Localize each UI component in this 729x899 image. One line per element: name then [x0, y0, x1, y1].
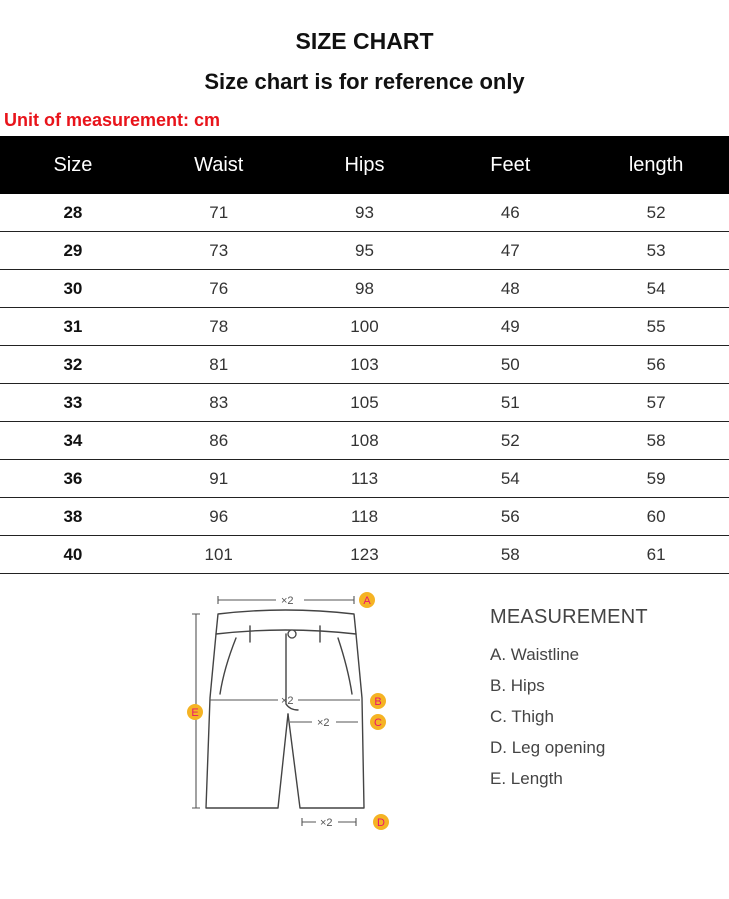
table-row [0, 422, 729, 460]
cell-feet: 47 [437, 232, 583, 270]
cell-length: 54 [583, 270, 729, 308]
table-row [0, 346, 729, 384]
marker-d [373, 814, 389, 830]
column-header-length: length [583, 136, 729, 194]
cell-hips: 118 [292, 498, 438, 536]
marker-e [187, 704, 203, 720]
cell-hips: 103 [292, 346, 438, 384]
cell-size: 40 [0, 536, 146, 574]
cell-waist: 73 [146, 232, 292, 270]
table-row [0, 460, 729, 498]
cell-feet: 50 [437, 346, 583, 384]
table-row [0, 384, 729, 422]
cell-length: 53 [583, 232, 729, 270]
table-row [0, 536, 729, 574]
cell-length: 60 [583, 498, 729, 536]
cell-feet: 49 [437, 308, 583, 346]
marker-d-label: D [377, 817, 385, 829]
marker-a [359, 592, 375, 608]
cell-size: 30 [0, 270, 146, 308]
marker-b [370, 693, 386, 709]
cell-feet: 52 [437, 422, 583, 460]
cell-feet: 54 [437, 460, 583, 498]
table-row [0, 270, 729, 308]
cell-feet: 56 [437, 498, 583, 536]
cell-hips: 98 [292, 270, 438, 308]
cell-size: 31 [0, 308, 146, 346]
cell-hips: 100 [292, 308, 438, 346]
cell-size: 33 [0, 384, 146, 422]
cell-size: 38 [0, 498, 146, 536]
button-icon [288, 630, 296, 638]
cell-waist: 78 [146, 308, 292, 346]
column-header-size: Size [0, 136, 146, 194]
cell-length: 58 [583, 422, 729, 460]
cell-size: 29 [0, 232, 146, 270]
cell-length: 55 [583, 308, 729, 346]
legend-item-length: E. Length [490, 769, 563, 788]
unit-note: Unit of measurement: cm [4, 110, 221, 130]
cell-waist: 83 [146, 384, 292, 422]
chart-title: SIZE CHART [295, 28, 434, 54]
legend-item-leg-opening: D. Leg opening [490, 738, 606, 757]
legend-title: MEASUREMENT [490, 606, 648, 628]
cell-size: 34 [0, 422, 146, 460]
cell-waist: 101 [146, 536, 292, 574]
cell-hips: 108 [292, 422, 438, 460]
legend-item-thigh: C. Thigh [490, 707, 554, 726]
cell-length: 57 [583, 384, 729, 422]
cell-hips: 113 [292, 460, 438, 498]
shorts-measurement-diagram [180, 586, 400, 836]
cell-feet: 46 [437, 194, 583, 232]
cell-feet: 48 [437, 270, 583, 308]
marker-c [370, 714, 386, 730]
chart-subtitle: Size chart is for reference only [204, 69, 525, 94]
measurement-legend [490, 606, 648, 794]
cell-hips: 95 [292, 232, 438, 270]
marker-e-label: E [191, 707, 199, 719]
table-row [0, 232, 729, 270]
leg-multiplier-label: ×2 [320, 817, 333, 829]
cell-hips: 123 [292, 536, 438, 574]
column-header-feet: Feet [437, 136, 583, 194]
cell-waist: 76 [146, 270, 292, 308]
column-header-waist: Waist [146, 136, 292, 194]
thigh-multiplier-label: ×2 [317, 717, 330, 729]
marker-b-label: B [374, 696, 382, 708]
hip-multiplier-label: ×2 [281, 695, 294, 707]
cell-waist: 81 [146, 346, 292, 384]
marker-a-label: A [363, 595, 371, 607]
cell-length: 52 [583, 194, 729, 232]
cell-hips: 105 [292, 384, 438, 422]
waist-multiplier-label: ×2 [281, 595, 294, 607]
marker-c-label: C [374, 717, 382, 729]
table-row [0, 308, 729, 346]
cell-hips: 93 [292, 194, 438, 232]
table-header-row [0, 136, 729, 194]
cell-waist: 86 [146, 422, 292, 460]
cell-waist: 96 [146, 498, 292, 536]
cell-waist: 71 [146, 194, 292, 232]
cell-size: 36 [0, 460, 146, 498]
cell-length: 56 [583, 346, 729, 384]
cell-size: 28 [0, 194, 146, 232]
cell-feet: 58 [437, 536, 583, 574]
table-body [0, 194, 729, 574]
table-row [0, 498, 729, 536]
cell-size: 32 [0, 346, 146, 384]
cell-waist: 91 [146, 460, 292, 498]
legend-item-hips: B. Hips [490, 676, 545, 695]
cell-length: 59 [583, 460, 729, 498]
size-table [0, 136, 729, 574]
column-header-hips: Hips [292, 136, 438, 194]
cell-feet: 51 [437, 384, 583, 422]
cell-length: 61 [583, 536, 729, 574]
table-row [0, 194, 729, 232]
legend-item-waistline: A. Waistline [490, 645, 580, 664]
